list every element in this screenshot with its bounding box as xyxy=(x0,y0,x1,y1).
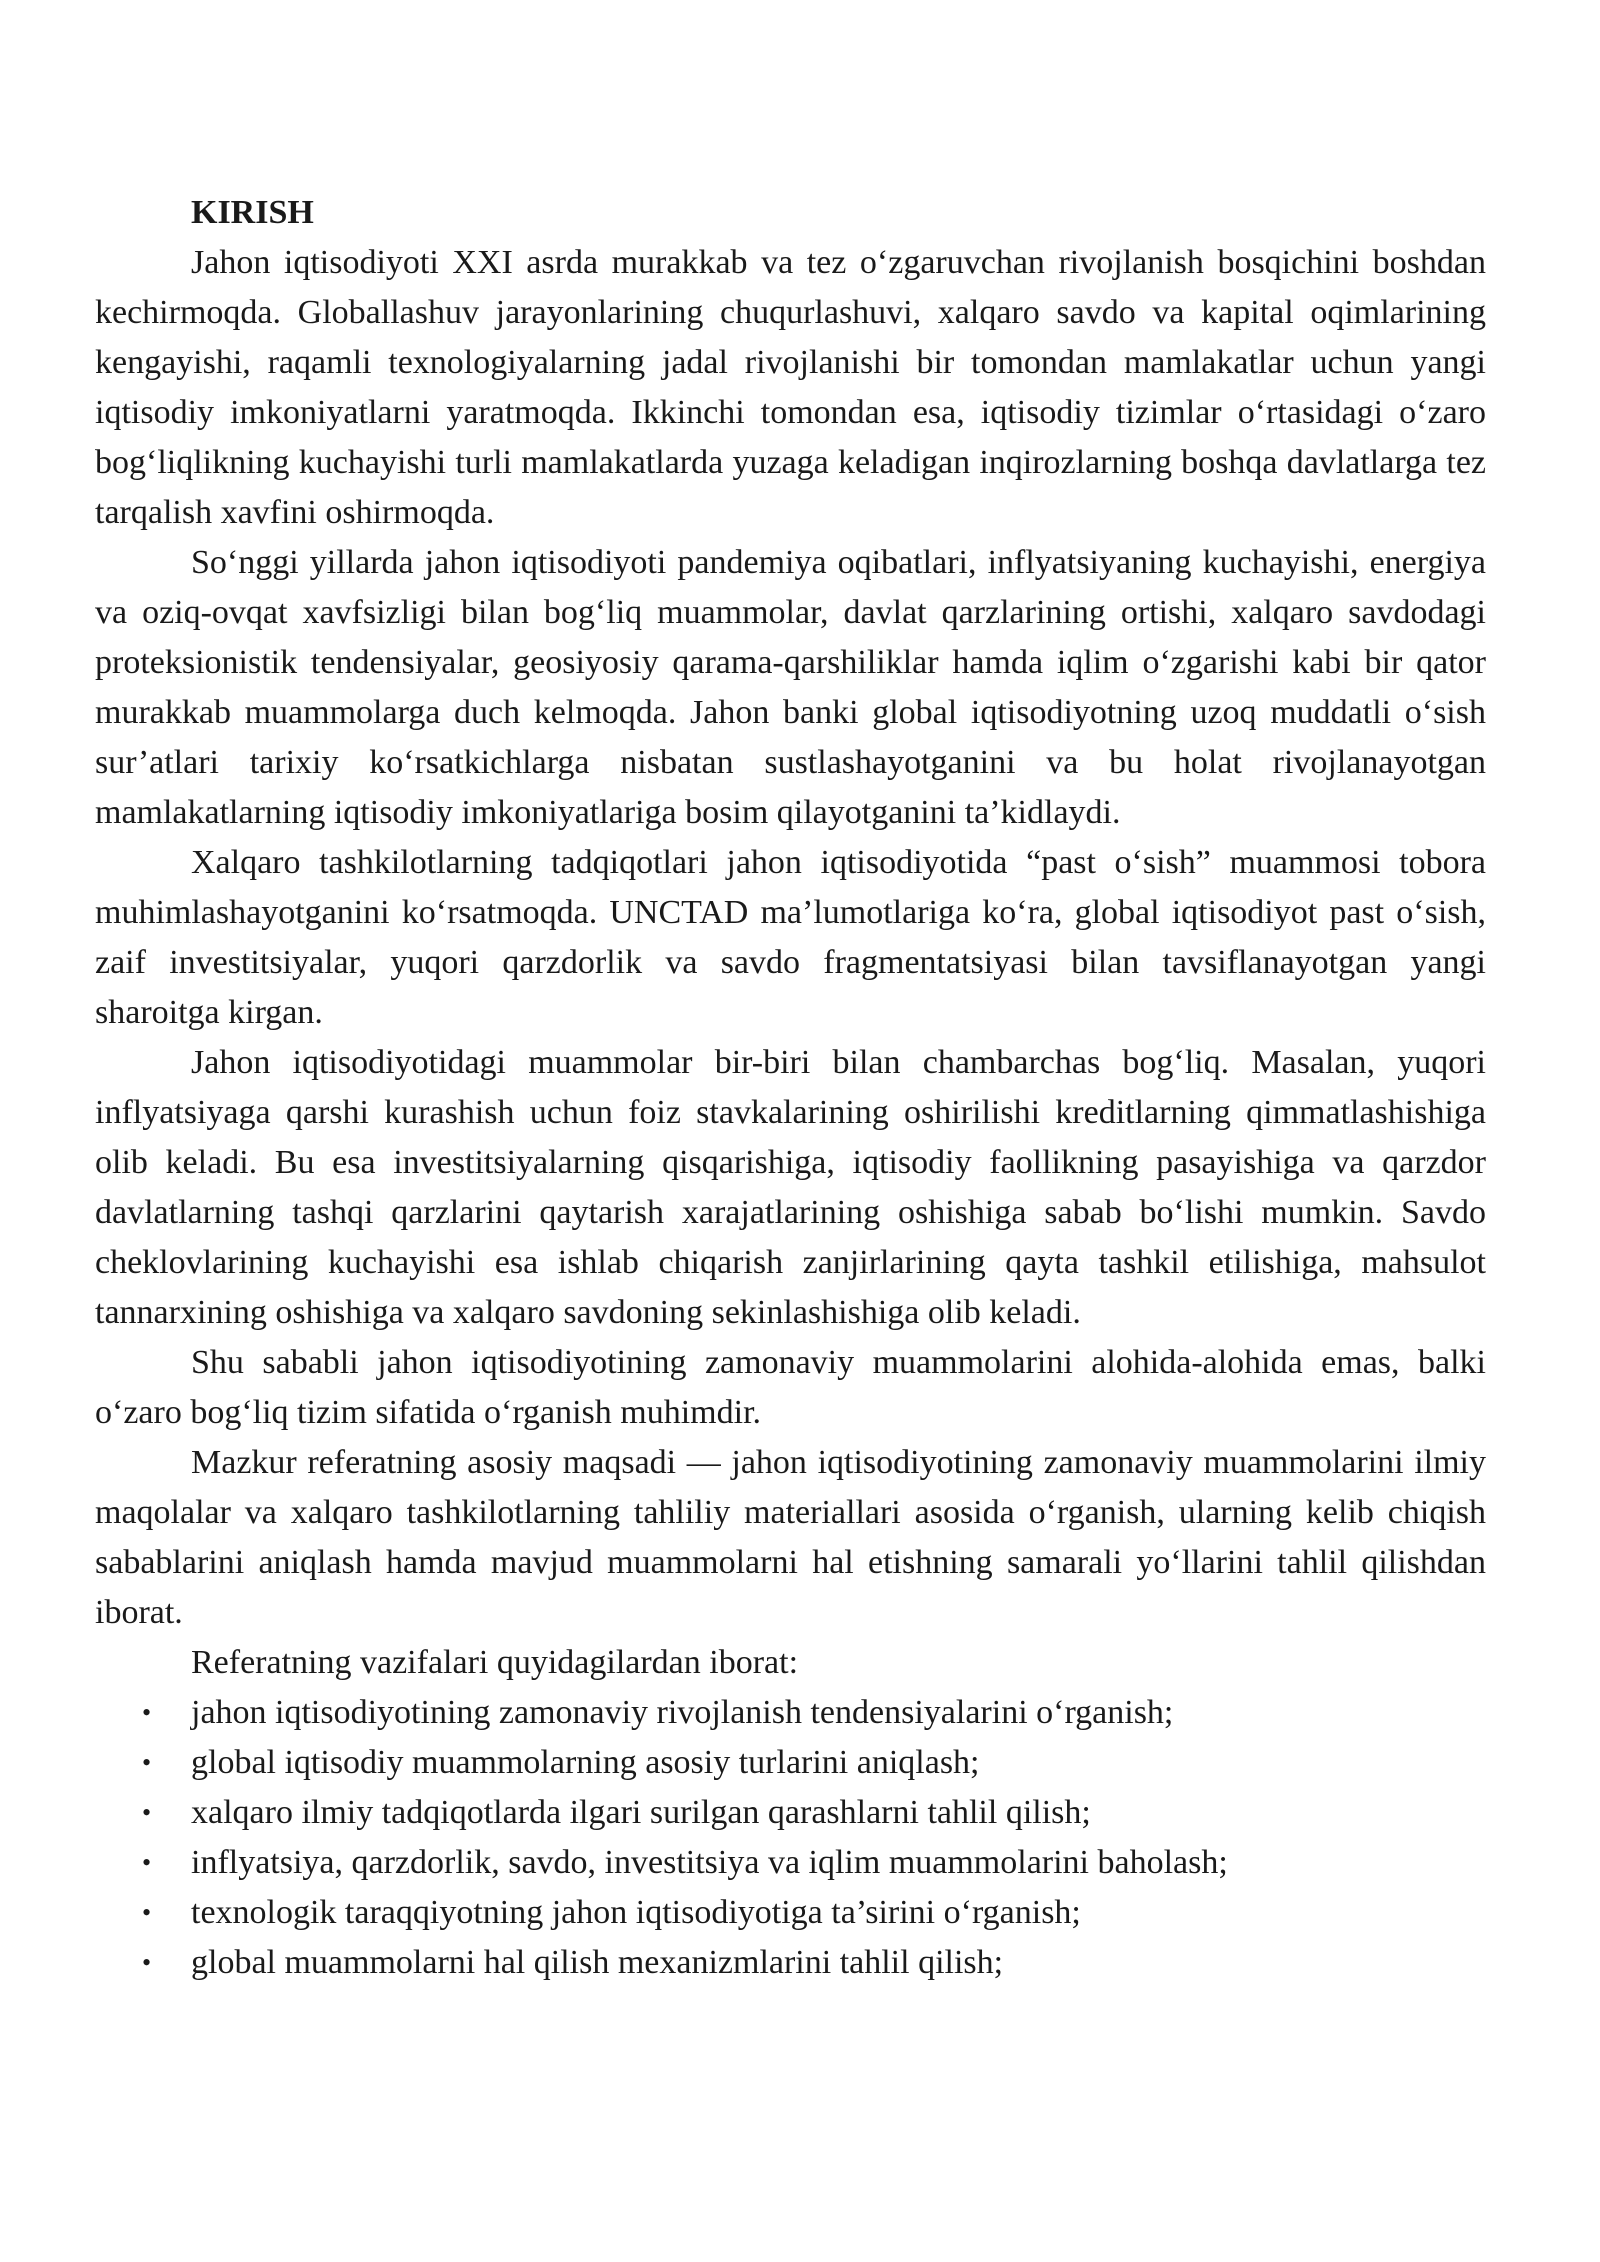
bullet-icon: • xyxy=(142,1798,152,1827)
paragraph-intro: Jahon iqtisodiyoti XXI asrda murakkab va tez o‘zgaruvchan rivojlanish bosqichini boshdan kechirmoqda. Globallashuv jarayonlarining chuqurlashuvi, xalqaro savdo va kapital oqimlarining kengayishi, raqamli texnologiyalarning jadal rivojlanishi bir tomondan mamlakatlar uchun yangi iqtisodiy imkoniyatlarni yaratmoqda. Ikkinchi tomondan esa, iqtisodiy tizimlar o‘rtasidagi o‘zaro bog‘liqlikning kuchayishi turli mamlakatlarda yuzaga keladigan inqirozlarning boshqa davlatlarga tez tarqalish xavfini oshirmoqda. xyxy=(95,244,1486,531)
tasks-list xyxy=(95,1688,1486,1988)
list-item-text: xalqaro ilmiy tadqiqotlarda ilgari surilgan qarashlarni tahlil qilish; xyxy=(191,1794,1091,1831)
list-item xyxy=(95,1688,1486,1738)
list-item xyxy=(95,1788,1486,1838)
paragraph-interconnected-problems: Jahon iqtisodiyotidagi muammolar bir-biri bilan chambarchas bog‘liq. Masalan, yuqori inflyatsiyaga qarshi kurashish uchun foiz stavkalarining oshirilishi kreditlarning qimmatlashishiga olib keladi. Bu esa investitsiyalarning qisqarishiga, iqtisodiy faollikning pasayishiga va qarzdor davlatlarning tashqi qarzlarini qaytarish xarajatlarining oshishiga sabab bo‘lishi mumkin. Savdo cheklovlarining kuchayishi esa ishlab chiqarish zanjirlarining qayta tashkil etilishiga, mahsulot tannarxining oshishiga va xalqaro savdoning sekinlashishiga olib keladi. xyxy=(95,1044,1486,1331)
paragraph-system-approach: Shu sababli jahon iqtisodiyotining zamonaviy muammolarini alohida-alohida emas, balki o‘zaro bog‘liq tizim sifatida o‘rganish muhimdir. xyxy=(95,1344,1486,1431)
document-page xyxy=(95,188,1486,1988)
paragraph-international-research: Xalqaro tashkilotlarning tadqiqotlari jahon iqtisodiyotida “past o‘sish” muammosi tobora muhimlashayotganini ko‘rsatmoqda. UNCTAD ma’lumotlariga ko‘ra, global iqtisodiyot past o‘sish, zaif investitsiyalar, yuqori qarzdorlik va savdo fragmentatsiyasi bilan tavsiflanayotgan yangi sharoitga kirgan. xyxy=(95,844,1486,1031)
bullet-icon: • xyxy=(142,1698,152,1727)
list-item xyxy=(95,1738,1486,1788)
list-item xyxy=(95,1938,1486,1988)
list-item-text: global iqtisodiy muammolarning asosiy turlarini aniqlash; xyxy=(191,1744,980,1781)
bullet-icon: • xyxy=(142,1748,152,1777)
bullet-icon: • xyxy=(142,1898,152,1927)
list-item-text: texnologik taraqqiyotning jahon iqtisodiyotiga ta’sirini o‘rganish; xyxy=(191,1894,1081,1931)
section-heading: KIRISH xyxy=(191,194,314,231)
list-item xyxy=(95,1838,1486,1888)
bullet-icon: • xyxy=(142,1948,152,1977)
bullet-icon: • xyxy=(142,1848,152,1877)
list-item-text: inflyatsiya, qarzdorlik, savdo, investitsiya va iqlim muammolarini baholash; xyxy=(191,1844,1228,1881)
list-item-text: jahon iqtisodiyotining zamonaviy rivojlanish tendensiyalarini o‘rganish; xyxy=(191,1694,1174,1731)
paragraph-goal: Mazkur referatning asosiy maqsadi — jahon iqtisodiyotining zamonaviy muammolarini ilmiy maqolalar va xalqaro tashkilotlarning tahliliy materiallari asosida o‘rganish, ularning kelib chiqish sabablarini aniqlash hamda mavjud muammolarni hal etishning samarali yo‘llarini tahlil qilishdan iborat. xyxy=(95,1444,1486,1631)
paragraph-tasks-intro: Referatning vazifalari quyidagilardan iborat: xyxy=(191,1644,799,1681)
list-item-text: global muammolarni hal qilish mexanizmlarini tahlil qilish; xyxy=(191,1944,1004,1981)
paragraph-recent-problems: So‘nggi yillarda jahon iqtisodiyoti pandemiya oqibatlari, inflyatsiyaning kuchayishi, energiya va oziq-ovqat xavfsizligi bilan bog‘liq muammolar, davlat qarzlarining ortishi, xalqaro savdodagi proteksionistik tendensiyalar, geosiyosiy qarama-qarshiliklar hamda iqlim o‘zgarishi kabi bir qator murakkab muammolarga duch kelmoqda. Jahon banki global iqtisodiyotning uzoq muddatli o‘sish sur’atlari tarixiy ko‘rsatkichlarga nisbatan sustlashayotganini va bu holat rivojlanayotgan mamlakatlarning iqtisodiy imkoniyatlariga bosim qilayotganini ta’kidlaydi. xyxy=(95,544,1486,831)
list-item xyxy=(95,1888,1486,1938)
